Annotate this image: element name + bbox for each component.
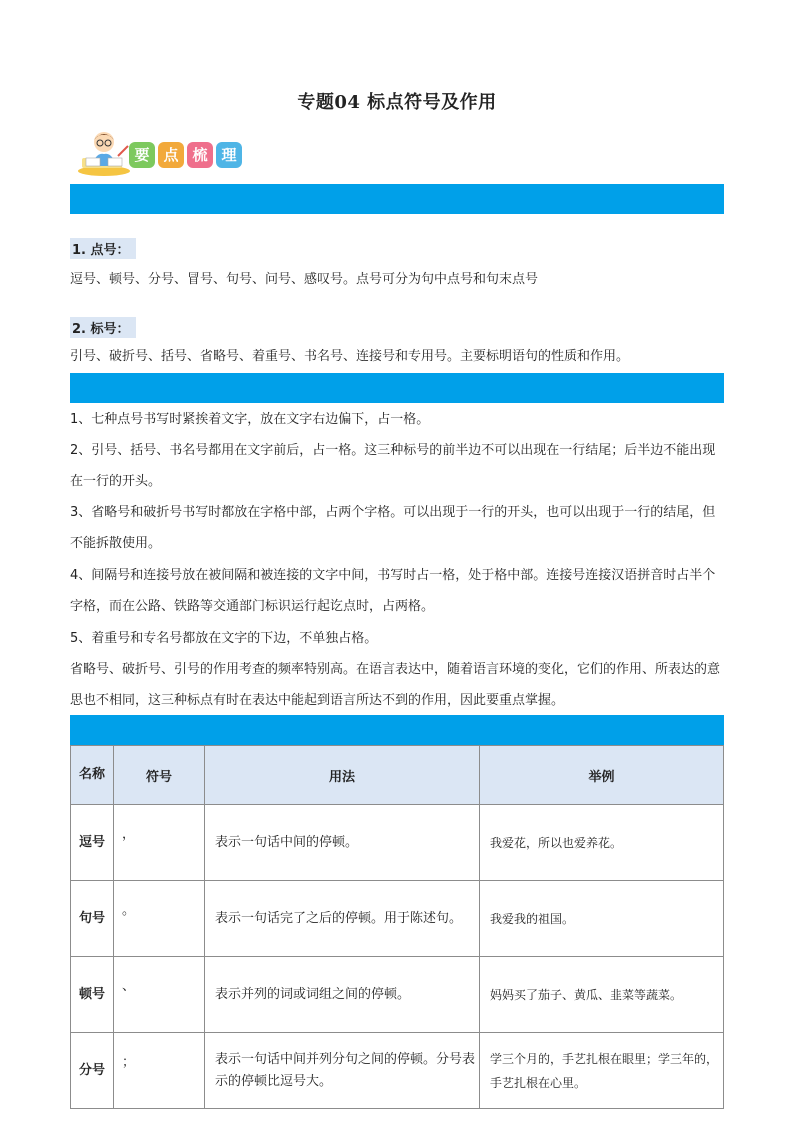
row-usage: 表示并列的词或词组之间的停顿。 <box>205 957 480 1033</box>
rule-paragraph: 2、引号、括号、书名号都用在文字前后，占一格。这三种标号的前半边不可以出现在一行结尾；后半边不能出现在一行的开头。 <box>70 443 716 489</box>
mark-label: 2. 标号： <box>70 317 136 338</box>
page-title: 专题04 标点符号及作用 <box>297 92 497 113</box>
rule-paragraph: 1、七种点号书写时紧挨着文字，放在文字右边偏下，占一格。 <box>70 412 430 427</box>
row-example: 我爱我的祖国。 <box>480 881 724 957</box>
badge-chip: 梳 <box>187 142 213 168</box>
section-header-bar <box>70 715 724 745</box>
row-name: 逗号 <box>71 805 114 881</box>
section-header-bar <box>70 184 724 214</box>
row-example: 我爱花，所以也爱养花。 <box>480 805 724 881</box>
row-usage: 表示一句话中间的停顿。 <box>205 805 480 881</box>
table-row <box>71 805 724 881</box>
table-row <box>71 957 724 1033</box>
section-header-bar <box>70 373 724 403</box>
row-name: 句号 <box>71 881 114 957</box>
punctuation-table <box>70 745 724 1109</box>
table-row <box>71 881 724 957</box>
rule-paragraph: 5、着重号和专名号都放在文字的下边，不单独占格。 <box>70 631 378 646</box>
header-symbol: 符号 <box>114 746 205 805</box>
row-usage: 表示一句话中间并列分句之间的停顿。分号表示的停顿比逗号大。 <box>205 1033 480 1109</box>
rule-paragraph: 4、间隔号和连接号放在被间隔和被连接的文字中间，书写时占一格，处于格中部。连接号连接汉语拼音时占半个字格，而在公路、铁路等交通部门标识运行起讫点时，占两格。 <box>70 568 716 614</box>
key-points-badge <box>74 128 264 176</box>
row-symbol: 、 <box>114 957 205 1033</box>
rule-paragraph: 省略号、破折号、引号的作用考查的频率特别高。在语言表达中，随着语言环境的变化，它们的作用、所表达的意思也不相同，这三种标点有时在表达中能起到语言所达不到的作用，因此要重点掌握。 <box>70 662 721 708</box>
badge-chip: 理 <box>216 142 242 168</box>
row-usage: 表示一句话完了之后的停顿。用于陈述句。 <box>205 881 480 957</box>
row-name: 顿号 <box>71 957 114 1033</box>
point-label: 1. 点号： <box>70 238 136 259</box>
badge-chip: 点 <box>158 142 184 168</box>
header-example: 举例 <box>480 746 724 805</box>
row-example: 妈妈买了茄子、黄瓜、韭菜等蔬菜。 <box>480 957 724 1033</box>
row-symbol: 。 <box>114 881 205 957</box>
row-symbol: ， <box>114 805 205 881</box>
rule-paragraph: 3、省略号和破折号书写时都放在字格中部，占两个字格。可以出现于一行的开头，也可以出现于一行的结尾，但不能拆散使用。 <box>70 505 716 551</box>
header-usage: 用法 <box>205 746 480 805</box>
row-symbol: ； <box>114 1033 205 1109</box>
table-header-row <box>71 746 724 805</box>
mark-text: 引号、破折号、括号、省略号、着重号、书名号、连接号和专用号。主要标明语句的性质和作用。 <box>70 349 630 364</box>
row-example: 学三个月的，手艺扎根在眼里；学三年的，手艺扎根在心里。 <box>480 1033 724 1109</box>
point-text: 逗号、顿号、分号、冒号、句号、问号、感叹号。点号可分为句中点号和句末点号 <box>70 272 539 287</box>
row-name: 分号 <box>71 1033 114 1109</box>
table-row <box>71 1033 724 1109</box>
header-name: 名称 <box>71 746 114 805</box>
badge-chip: 要 <box>129 142 155 168</box>
student-reading-icon <box>74 128 134 176</box>
